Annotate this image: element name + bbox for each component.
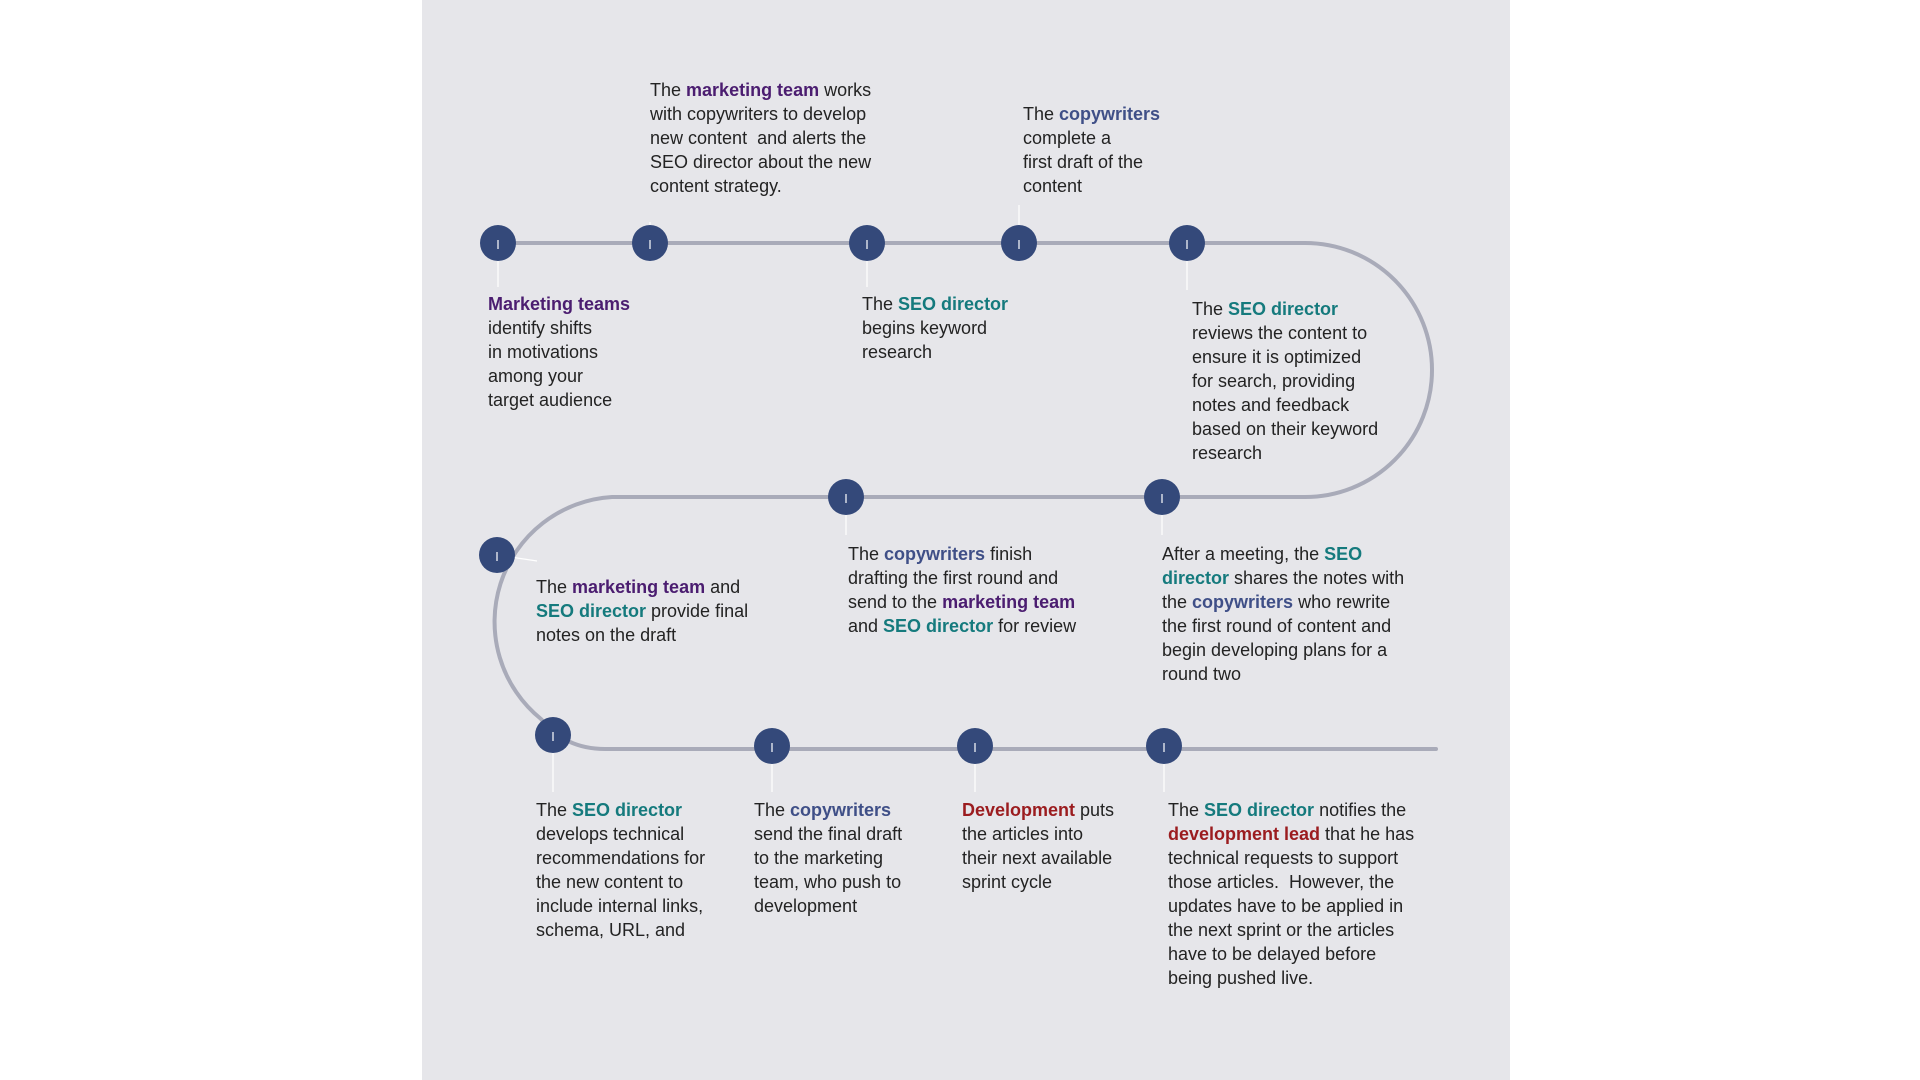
step-text: and <box>848 616 884 636</box>
step-text: puts <box>1075 800 1115 820</box>
step-text: in motivations <box>488 342 599 362</box>
step-text: for search, providing <box>1192 371 1356 391</box>
role-keyword: marketing team <box>686 80 820 100</box>
step-text: ensure it is optimized <box>1192 347 1362 367</box>
step-text: recommendations for <box>536 848 706 868</box>
step-text: with copywriters to develop <box>650 104 867 124</box>
step-6-node <box>1144 479 1180 515</box>
step-text: who rewrite <box>1293 592 1391 612</box>
role-keyword: marketing team <box>942 592 1076 612</box>
step-text: the next sprint or the articles <box>1168 920 1395 940</box>
role-keyword: SEO director <box>1228 299 1339 319</box>
role-keyword: Marketing teams <box>488 294 631 314</box>
step-text: works <box>819 80 872 100</box>
role-keyword: copywriters <box>1192 592 1294 612</box>
step-8-node <box>479 537 515 573</box>
step-text: research <box>1192 443 1263 463</box>
step-9-label <box>536 798 705 942</box>
step-text: team, who push to <box>754 872 902 892</box>
step-5-label <box>1192 297 1378 465</box>
step-text: notes on the draft <box>536 625 677 645</box>
step-6-label <box>1162 542 1404 686</box>
step-text: The <box>536 800 573 820</box>
step-text: identify shifts <box>488 318 593 338</box>
step-text: reviews the content to <box>1192 323 1368 343</box>
step-text: include internal links, <box>536 896 704 916</box>
role-keyword: director <box>1162 568 1230 588</box>
step-text: the first round of content and <box>1162 616 1392 636</box>
role-keyword: Development <box>962 800 1076 820</box>
step-text: send to the <box>848 592 943 612</box>
step-text: The <box>862 294 899 314</box>
step-text: technical requests to support <box>1168 848 1399 868</box>
step-text: notes and feedback <box>1192 395 1350 415</box>
step-text: new content and alerts the <box>650 128 867 148</box>
step-5-node <box>1169 225 1205 261</box>
step-text: and <box>705 577 741 597</box>
step-text: research <box>862 342 933 362</box>
step-text: SEO director about the new <box>650 152 872 172</box>
role-keyword: copywriters <box>884 544 986 564</box>
step-text: based on their keyword <box>1192 419 1379 439</box>
step-text: that he has <box>1320 824 1415 844</box>
step-text: the <box>1162 592 1193 612</box>
step-text: target audience <box>488 390 613 410</box>
step-text: updates have to be applied in <box>1168 896 1404 916</box>
step-text: develops technical <box>536 824 685 844</box>
step-1-label <box>488 292 630 412</box>
role-keyword: SEO director <box>883 616 994 636</box>
step-text: The <box>754 800 791 820</box>
step-text: among your <box>488 366 584 386</box>
step-text: the new content to <box>536 872 684 892</box>
role-keyword: SEO director <box>898 294 1009 314</box>
step-text: The <box>1168 800 1205 820</box>
role-keyword: development lead <box>1168 824 1321 844</box>
step-text: After a meeting, the <box>1162 544 1325 564</box>
step-text: content strategy. <box>650 176 782 196</box>
step-10-label <box>754 798 902 918</box>
step-text: first draft of the <box>1023 152 1144 172</box>
step-text: sprint cycle <box>962 872 1053 892</box>
step-2-label <box>650 78 871 198</box>
step-4-node <box>1001 225 1037 261</box>
step-10-node <box>754 728 790 764</box>
step-text: to the marketing <box>754 848 884 868</box>
role-keyword: copywriters <box>790 800 892 820</box>
step-11-label <box>962 798 1114 894</box>
step-text: round two <box>1162 664 1242 684</box>
step-text: send the final draft <box>754 824 903 844</box>
step-2-node <box>632 225 668 261</box>
step-text: content <box>1023 176 1083 196</box>
step-12-label <box>1168 798 1414 990</box>
role-keyword: marketing team <box>572 577 706 597</box>
step-text: The <box>1023 104 1060 124</box>
step-text: development <box>754 896 858 916</box>
step-text: The <box>650 80 687 100</box>
step-text: those articles. However, the <box>1168 872 1395 892</box>
step-11-node <box>957 728 993 764</box>
step-7-label <box>848 542 1076 638</box>
step-8-label <box>536 575 748 647</box>
step-7-node <box>828 479 864 515</box>
role-keyword: SEO director <box>536 601 647 621</box>
role-keyword: SEO director <box>572 800 683 820</box>
step-text: shares the notes with <box>1229 568 1405 588</box>
step-text: begins keyword <box>862 318 988 338</box>
step-text: finish <box>985 544 1033 564</box>
step-3-label <box>862 292 1008 364</box>
step-text: notifies the <box>1314 800 1407 820</box>
step-9-node <box>535 717 571 753</box>
step-text: provide final <box>646 601 749 621</box>
step-text: schema, URL, and <box>536 920 686 940</box>
step-text: The <box>1192 299 1229 319</box>
step-text: their next available <box>962 848 1113 868</box>
step-text: complete a <box>1023 128 1112 148</box>
step-text: The <box>848 544 885 564</box>
step-text: drafting the first round and <box>848 568 1059 588</box>
step-text: for review <box>993 616 1077 636</box>
step-text: have to be delayed before <box>1168 944 1377 964</box>
step-text: being pushed live. <box>1168 968 1314 988</box>
role-keyword: SEO <box>1324 544 1363 564</box>
step-3-node <box>849 225 885 261</box>
role-keyword: copywriters <box>1059 104 1161 124</box>
role-keyword: SEO director <box>1204 800 1315 820</box>
step-12-node <box>1146 728 1182 764</box>
step-4-label <box>1023 102 1160 198</box>
step-1-node <box>480 225 516 261</box>
step-text: the articles into <box>962 824 1084 844</box>
step-text: The <box>536 577 573 597</box>
step-text: begin developing plans for a <box>1162 640 1388 660</box>
